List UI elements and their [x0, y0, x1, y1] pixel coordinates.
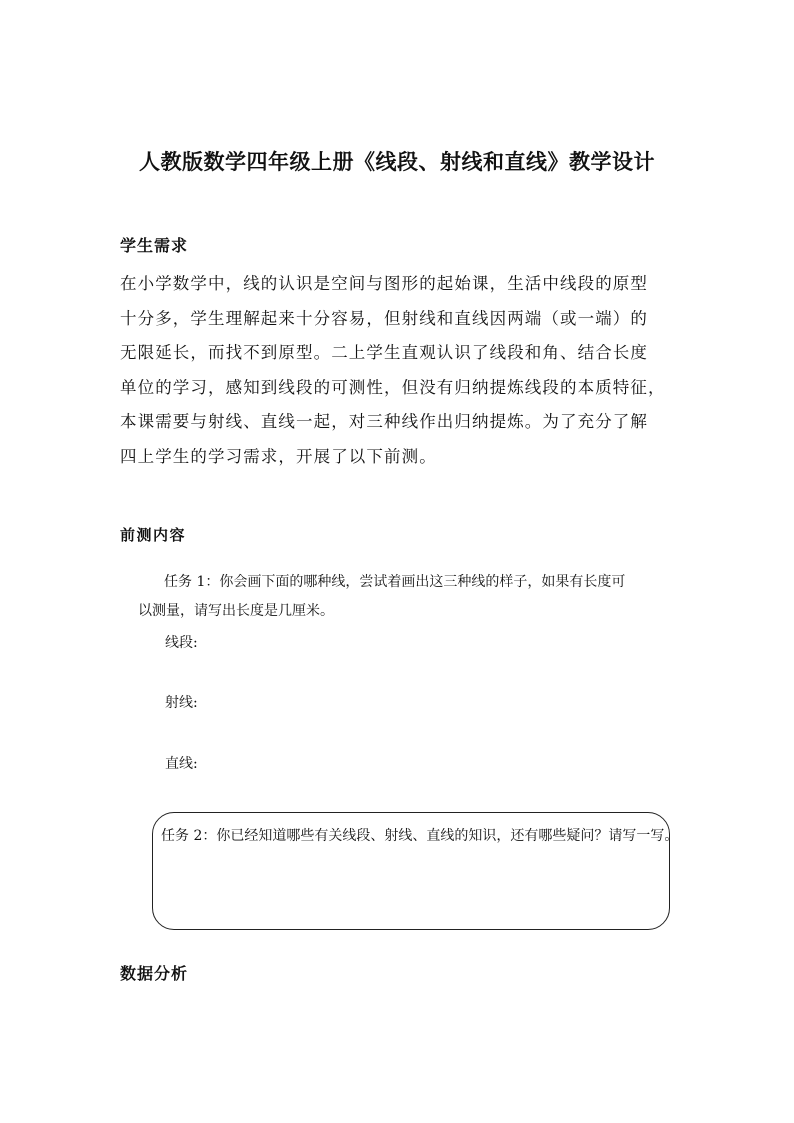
paragraph-line: 十分多，学生理解起来十分容易，但射线和直线因两端（或一端）的 — [120, 308, 648, 328]
paragraph-line: 单位的学习，感知到线段的可测性，但没有归纳提炼线段的本质特征， — [120, 377, 666, 397]
student-needs-paragraph — [120, 272, 680, 479]
task-1 — [138, 568, 658, 626]
task-2-box — [152, 812, 679, 930]
paragraph-line: 在小学数学中，线的认识是空间与图形的起始课，生活中线段的原型 — [120, 274, 648, 293]
task-1-line: 任务 1：你会画下面的哪种线，尝试着画出这三种线的样子，如果有长度可 — [164, 574, 626, 590]
section-heading-student-needs: 学生需求 — [120, 236, 189, 255]
pretest-heading: 前测内容 — [120, 526, 187, 544]
line-segment-label: 线段: — [165, 635, 198, 651]
straight-line-label: 直线: — [165, 756, 198, 772]
paragraph-line: 本课需要与射线、直线一起，对三种线作出归纳提炼。为了充分了解 — [120, 412, 648, 431]
task-1-line: 以测量，请写出长度是几厘米。 — [138, 603, 334, 619]
task-2-text: 任务 2：你已经知道哪些有关线段、射线、直线的知识，还有哪些疑问？请写一写。 — [161, 828, 679, 844]
document-title: 人教版数学四年级上册《线段、射线和直线》教学设计 — [139, 149, 655, 174]
section-heading-data-analysis: 数据分析 — [120, 964, 189, 983]
ray-label: 射线: — [165, 695, 198, 711]
paragraph-line: 无限延长，而找不到原型。二上学生直观认识了线段和角、结合长度 — [120, 343, 648, 362]
paragraph-line: 四上学生的学习需求，开展了以下前测。 — [120, 446, 437, 466]
